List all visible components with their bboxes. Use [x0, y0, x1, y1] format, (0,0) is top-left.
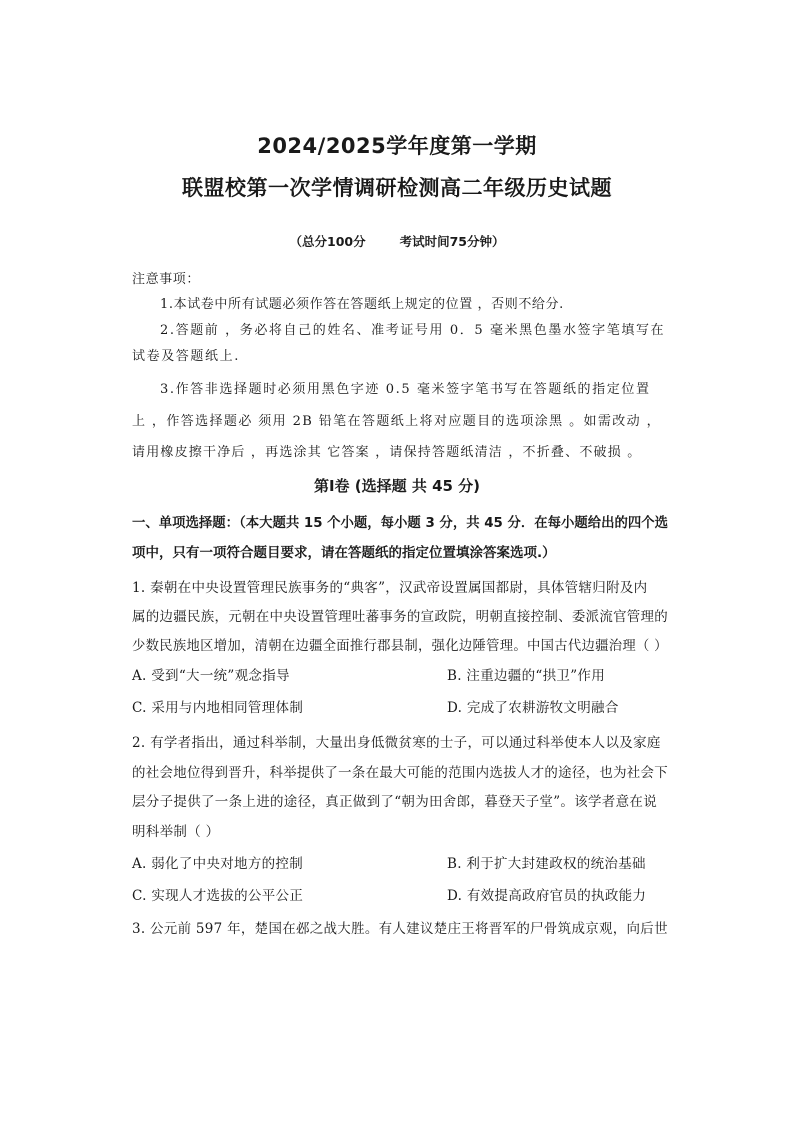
section-instruction-line-2: 项中，只有一项符合题目要求，请在答题纸的指定位置填涂答案选项.）	[132, 545, 556, 561]
question-1-stem-line-2: 属的边疆民族，元朝在中央设置管理吐蕃事务的宣政院，明朝直接控制、委派流官管理的	[132, 609, 669, 625]
section-instruction-line-1: 一、单项选择题：（本大题共 15 个小题，每小题 3 分，共 45 分．在每小题给出的四个选	[132, 515, 669, 531]
notice-item-1: 1.本试卷中所有试题必须作答在答题纸上规定的位置 ，否则不给分.	[160, 297, 564, 312]
exam-time: 考试时间75分钟）	[399, 234, 505, 249]
question-2-option-a: A. 弱化了中央对地方的控制	[132, 856, 304, 872]
exam-title-subject: 联盟校第一次学情调研检测高二年级历史试题	[182, 176, 612, 200]
question-2-option-b: B. 利于扩大封建政权的统治基础	[447, 856, 646, 872]
notice-item-3-line-2: 上 ，作答选择题必 须用 2B 铅笔在答题纸上将对应题目的选项涂黑 。如需改动 ，	[132, 414, 662, 429]
question-1-stem-line-1: 1. 秦朝在中央设置管理民族事务的“典客”，汉武帝设置属国都尉，具体管辖归附及内	[132, 580, 648, 596]
question-2-stem-line-1: 2. 有学者指出，通过科举制，大量出身低微贫寒的士子，可以通过科举使本人以及家庭	[132, 735, 661, 751]
section-title: 第Ⅰ卷 (选择题 共 45 分)	[313, 477, 481, 495]
question-2-stem-line-4: 明科举制（ ）	[132, 824, 220, 840]
question-2-stem-line-2: 的社会地位得到晋升，科举提供了一条在最大可能的范围内选拔人才的途径，也为社会下	[132, 765, 669, 781]
notice-item-2-line-2: 试卷及答题纸上.	[132, 349, 240, 364]
exam-score-time	[0, 232, 794, 250]
notice-item-3-line-3: 请用橡皮擦干净后 ，再选涂其 它答案 ，请保持答题纸清洁 ，不折叠、不破损 。	[132, 445, 642, 460]
question-1-option-d: D. 完成了农耕游牧文明融合	[447, 700, 619, 716]
question-1-option-a: A. 受到“大一统”观念指导	[132, 668, 290, 684]
notice-item-2-line-1: 2.答题前 ，务必将自己的姓名、准考证号用 0．5 毫米黑色墨水签字笔填写在	[160, 323, 666, 338]
question-1-option-b: B. 注重边疆的“拱卫”作用	[447, 668, 606, 684]
question-2-option-d: D. 有效提高政府官员的执政能力	[447, 888, 647, 904]
notice-heading: 注意事项：	[132, 272, 201, 287]
total-score: （总分100分	[289, 234, 366, 249]
exam-title-year: 2024/2025学年度第一学期	[257, 134, 537, 158]
notice-item-3-line-1: 3.作答非选择题时必须用黑色字迹 0.5 毫米签字笔书写在答题纸的指定位置	[160, 382, 651, 397]
question-1-stem-line-3: 少数民族地区增加，清朝在边疆全面推行郡县制，强化边陲管理。中国古代边疆治理（ ）	[132, 638, 668, 654]
question-1-option-c: C. 采用与内地相同管理体制	[132, 700, 304, 716]
question-2-stem-line-3: 层分子提供了一条上进的途径，真正做到了“朝为田舍郎，暮登天子堂”。该学者意在说	[132, 794, 658, 810]
question-2-option-c: C. 实现人才选拔的公平公正	[132, 888, 304, 904]
question-3-stem-line-1: 3. 公元前 597 年，楚国在邲之战大胜。有人建议楚庄王将晋军的尸骨筑成京观，向后世	[132, 921, 668, 937]
